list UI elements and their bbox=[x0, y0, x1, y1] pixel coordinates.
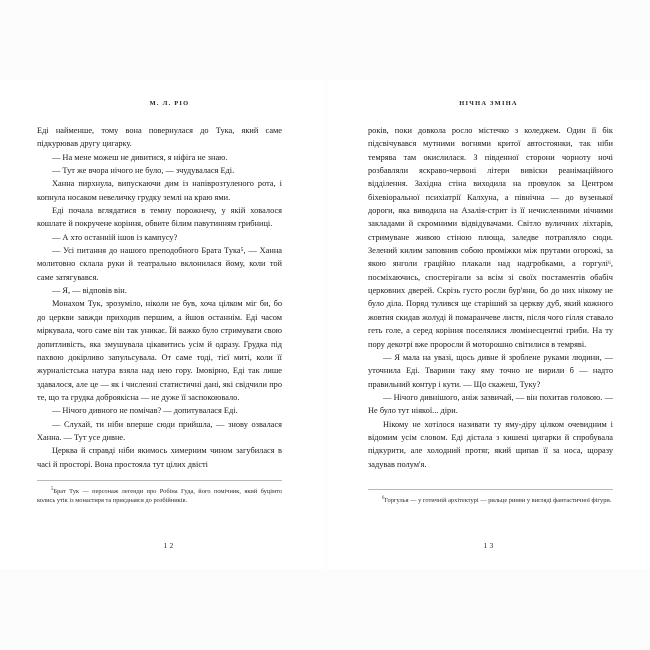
footnote-text bbox=[368, 496, 613, 506]
paragraph: Монахом Тук, зрозуміло, ніколи не був, хоча цілком міг би, бо до церкви завжди приходив першим, а йшов останнім. Еді часом міркувала, чого саме він так уникає. Їй важко було стримувати свою допитливість, яка змушувала цікавитись усім й одразу. Грудка під пахвою докірливо запульсувала. От саме тоді, тієї миті, коли її журналістська натура взяла над нею гору. Імовірно, Еді так лише здавалося, але це — як і численні статистичні дані, які свідчили про те, що та грудка доброякісна — не дуже її заспокоювало. bbox=[37, 299, 282, 402]
right-page-folio: 13 bbox=[483, 541, 496, 550]
footnote-separator-rule bbox=[37, 480, 282, 481]
footnote-body: Горгулья — у готичній архітектурі — рильце ринви у вигляді фантастичної фігури. bbox=[384, 497, 612, 505]
paragraph: Ханна пирхнула, випускаючи дим із напіврозтуленого рота, і копнула носаком невеличку грудку землі на краю ями. bbox=[37, 179, 282, 202]
right-page-running-head: НІЧНА ЗМІНА bbox=[459, 100, 518, 107]
paragraph: Церква й справді ніби якимось химерним чином загубилася в часі й просторі. Вона простояла тут цілих двісті bbox=[37, 446, 282, 469]
dialogue-line: — Я, — відповів він. bbox=[52, 286, 127, 296]
paragraph: років, поки довкола росло містечко з коледжем. Один її бік підсвічувався мутними вогнями критої автостоянки, так ніби темрява там окислилася. З південної сторони чорноту ночі розбавляли яскраво-червоні літери вивіски реанімаційного відділення. Західна стіна виходила на провулок за Центром біхевіоральної психіатрії Калхуна, а північна — до вузенької дороги, яка виводила на Азалія-стрит із її нечисленними нічними закладами й скромними відвідувачами. Світло вуличних ліхтарів, стримуване живою стіною плюща, заледве потрапляло сюди. Зелений килим заповнив собою проміжки між прутами огорожі, за якою янголи граційно плакали над надгробками, а горгулі⁶, посміхаючись, спостерігали за всім зі своїх постаментів обабіч церковних дверей. Скрізь густо росли бур'яни, бо до них нікому не було діла. Поряд тулився ще старіший за церкву дуб, який кожного жовтня скидав жолуді й помаранчеве листя, після чого гілля ставало геть голе, а серед коріння поселялися люмінесцентні гриби. На ту пору декотрі вже проросли й моторошно світилися в темряві. bbox=[368, 126, 613, 349]
paragraph: Нікому не хотілося називати ту яму-діру цілком очевидним і відомим усім словом. Еді дістала з кишені цигарки й спробувала підкурити, але холодний протяг, який щипав її за носа, щоразу задував полум'я. bbox=[368, 419, 613, 469]
footnote-body: Брат Тук — персонаж легенди про Робіна Гуда, його помічник, який буцімто колись утік із монастиря та приєднався до розбійників. bbox=[37, 487, 282, 505]
book-spread bbox=[0, 80, 650, 569]
dialogue-line: — На мене можеш не дивитися, я ніфіга не знаю. bbox=[52, 152, 228, 162]
paragraph: Еді найменше, тому вона повернулася до Тука, який саме підкурював другу цигарку. bbox=[37, 126, 282, 149]
dialogue-line: — А хто останній ішов із кампусу? bbox=[52, 232, 178, 242]
right-page bbox=[325, 80, 650, 569]
footnote-marker: 6 bbox=[382, 496, 385, 502]
footnote-text bbox=[37, 487, 282, 506]
dialogue-line: — Я мала на увазі, щось дивне й зроблене руками людини, — уточнила Еді. Тварини таку яму точно не вирили б — надто правильний контур і кути. — Що скажеш, Туку? bbox=[368, 352, 613, 389]
dialogue-line: — Нічого дивнішого, аніж зазвичай, — він похитав головою. — Не було тут ніякої... діри. bbox=[368, 392, 613, 416]
left-page bbox=[0, 80, 325, 569]
left-page-running-head: М. Л. РІО bbox=[149, 100, 190, 107]
paragraph: Еді почала вглядатися в темну порожнечу, у якій ховалося кошлате й покручене коріння, обвите білим павутинням грибниці. bbox=[37, 206, 282, 229]
dialogue-line: — Нічого дивного не помічав? — допитувалася Еді. bbox=[52, 406, 238, 416]
dialogue-line: — Тут же вчора нічого не було, — зчудувалася Еді. bbox=[52, 166, 235, 176]
dialogue-line: — Слухай, ти ніби вперше сюди прийшла, — знову озвалася Ханна. — Тут усе дивне. bbox=[37, 419, 282, 442]
footnote-marker: 5 bbox=[51, 486, 54, 492]
left-page-folio: 12 bbox=[163, 541, 176, 550]
dialogue-line: — Усі питання до нашого преподобного Брата Тука⁵, — Ханна молитовно склала руки й театрально вклонилася йому, коли той саме затягувався. bbox=[37, 246, 282, 282]
left-page-footnote bbox=[37, 480, 282, 506]
left-page-text-column bbox=[37, 124, 282, 471]
right-page-text-column bbox=[368, 124, 613, 471]
right-page-footnote bbox=[368, 489, 613, 506]
footnote-separator-rule bbox=[368, 489, 613, 490]
